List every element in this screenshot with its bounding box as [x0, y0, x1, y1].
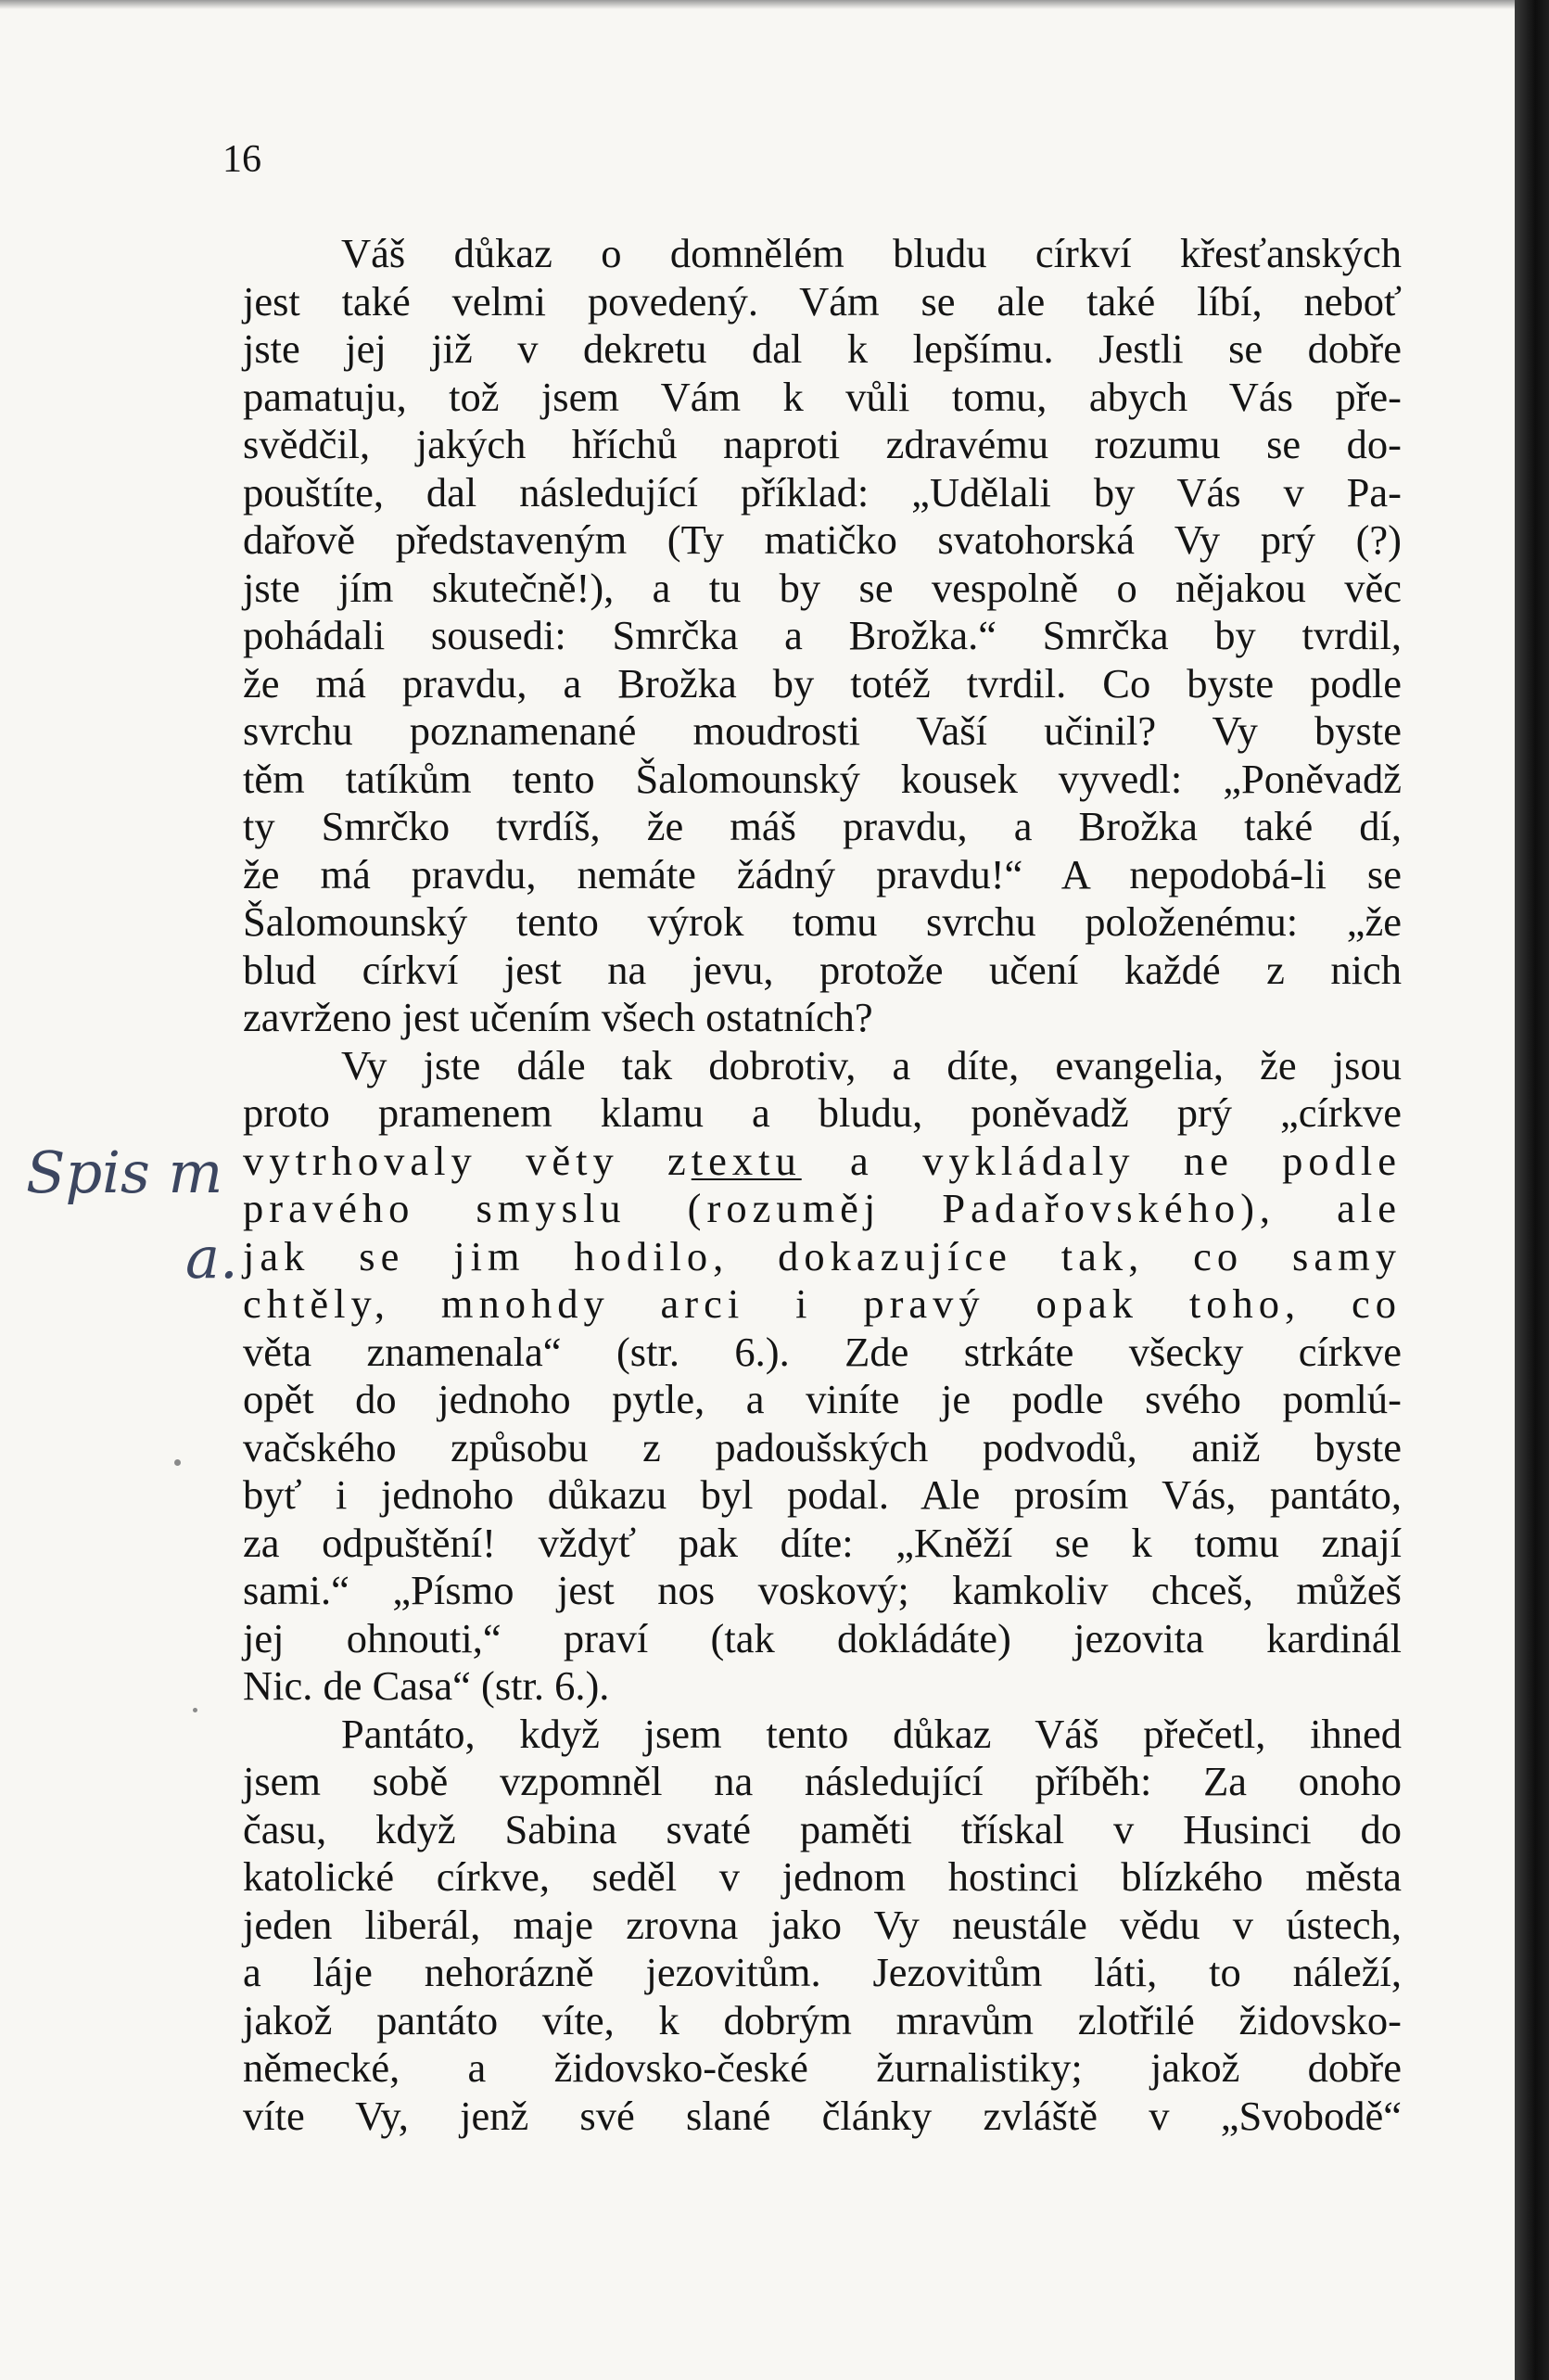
text-line: pamatuju, tož jsem Vám k vůli tomu, abych Vás pře- — [243, 373, 1402, 420]
text-line: německé, a židovsko-české žurnalistiky; jakož dobře — [243, 2044, 1402, 2091]
text-line: těm tatíkům tento Šalomounský kousek vyvedl: „Poněvadž — [243, 755, 1402, 802]
text-line: jakož pantáto víte, k dobrým mravům zlotřilé židovsko- — [243, 1996, 1402, 2043]
handwritten-margin-note: a. — [185, 1224, 238, 1292]
text-line: katolické církve, seděl v jednom hostinci blízkého města — [243, 1853, 1402, 1900]
text-line: pohádali sousedi: Smrčka a Brožka.“ Smrčka by tvrdil, — [243, 612, 1402, 658]
text-line: opět do jednoho pytle, a viníte je podle svého pomlú- — [243, 1376, 1402, 1422]
spaced-text: vytrhovaly věty z — [243, 1137, 692, 1184]
page-number: 16 — [222, 138, 261, 181]
text-line: ty Smrčko tvrdíš, že máš pravdu, a Brožka také dí, — [243, 803, 1402, 849]
text-line: Nic. de Casa“ (str. 6.). — [243, 1662, 610, 1709]
text-line: zavrženo jest učením všech ostatních? — [243, 994, 873, 1040]
text-line: vačského způsobu z padoušských podvodů, aniž byste — [243, 1423, 1402, 1470]
text-line: blud církví jest na jevu, protože učení každé z nich — [243, 946, 1402, 993]
text-line: Šalomounský tento výrok tomu svrchu položenému: „že — [243, 898, 1402, 945]
text-line: sami.“ „Písmo jest nos voskový; kamkoliv chceš, můžeš — [243, 1567, 1402, 1613]
body-text — [243, 230, 1402, 2140]
spaced-text: a vykládaly ne podle — [850, 1137, 1402, 1184]
text-line: pouštíte, dal následující příklad: „Udělali by Vás v Pa- — [243, 468, 1402, 515]
text-line: jej ohnouti,“ praví (tak dokládáte) jezovita kardinál — [243, 1614, 1402, 1661]
text-line: svrchu poznamenané moudrosti Vaší učinil? Vy byste — [243, 707, 1402, 754]
paper-speck — [174, 1459, 181, 1466]
text-line: jste jím skutečně!), a tu by se vespolně o nějakou věc — [243, 564, 1402, 611]
handwritten-margin-note: Spis m — [26, 1139, 223, 1206]
text-line: víte Vy, jenž své slané články zvláště v „Svobodě“ — [243, 2092, 1402, 2139]
text-line: dařově představeným (Ty matičko svatohorská Vy prý (?) — [243, 516, 1402, 563]
text-line: jest také velmi povedený. Vám se ale také líbí, neboť — [243, 277, 1402, 325]
text-line: Váš důkaz o domnělém bludu církví křesťanských — [341, 230, 1402, 276]
text-line: Vy jste dále tak dobrotiv, a díte, evangelia, že jsou — [341, 1041, 1402, 1088]
text-line: pravého smyslu (rozuměj Padařovského), ale — [243, 1185, 1402, 1231]
paper-speck — [193, 1708, 197, 1712]
text-line: jak se jim hodilo, dokazujíce tak, co samy — [243, 1232, 1402, 1279]
text-line: věta znamenala“ (str. 6.). Zde strkáte všecky církve — [243, 1328, 1402, 1375]
book-binding-edge — [1515, 0, 1549, 2380]
text-line: že má pravdu, a Brožka by totéž tvrdil. Co byste podle — [243, 659, 1402, 706]
text-line: jeden liberál, maje zrovna jako Vy neustále vědu v ústech, — [243, 1901, 1402, 1948]
text-line: že má pravdu, nemáte žádný pravdu!“ A nepodobá-li se — [243, 850, 1402, 897]
text-line-spaced — [243, 1138, 1402, 1186]
underlined-word: textu — [691, 1137, 802, 1184]
text-line: a láje nehorázně jezovitům. Jezovitům láti, to náleží, — [243, 1949, 1402, 1995]
text-line: jste jej již v dekretu dal k lepšímu. Jestli se dobře — [243, 325, 1402, 372]
text-line: času, když Sabina svaté paměti třískal v Husinci do — [243, 1805, 1402, 1852]
text-line: za odpuštění! vždyť pak díte: „Kněží se k tomu znají — [243, 1519, 1402, 1566]
text-line: svědčil, jakých hříchů naproti zdravému rozumu se do- — [243, 421, 1402, 467]
text-line: chtěly, mnohdy arci i pravý opak toho, co — [243, 1280, 1402, 1327]
text-line: jsem sobě vzpomněl na následující příběh: Za onoho — [243, 1758, 1402, 1804]
text-line: Pantáto, když jsem tento důkaz Váš přečetl, ihned — [341, 1710, 1402, 1757]
text-line: proto pramenem klamu a bludu, poněvadž prý „církve — [243, 1089, 1402, 1136]
page-top-shadow — [0, 0, 1515, 9]
text-line: byť i jednoho důkazu byl podal. Ale prosím Vás, pantáto, — [243, 1471, 1402, 1518]
